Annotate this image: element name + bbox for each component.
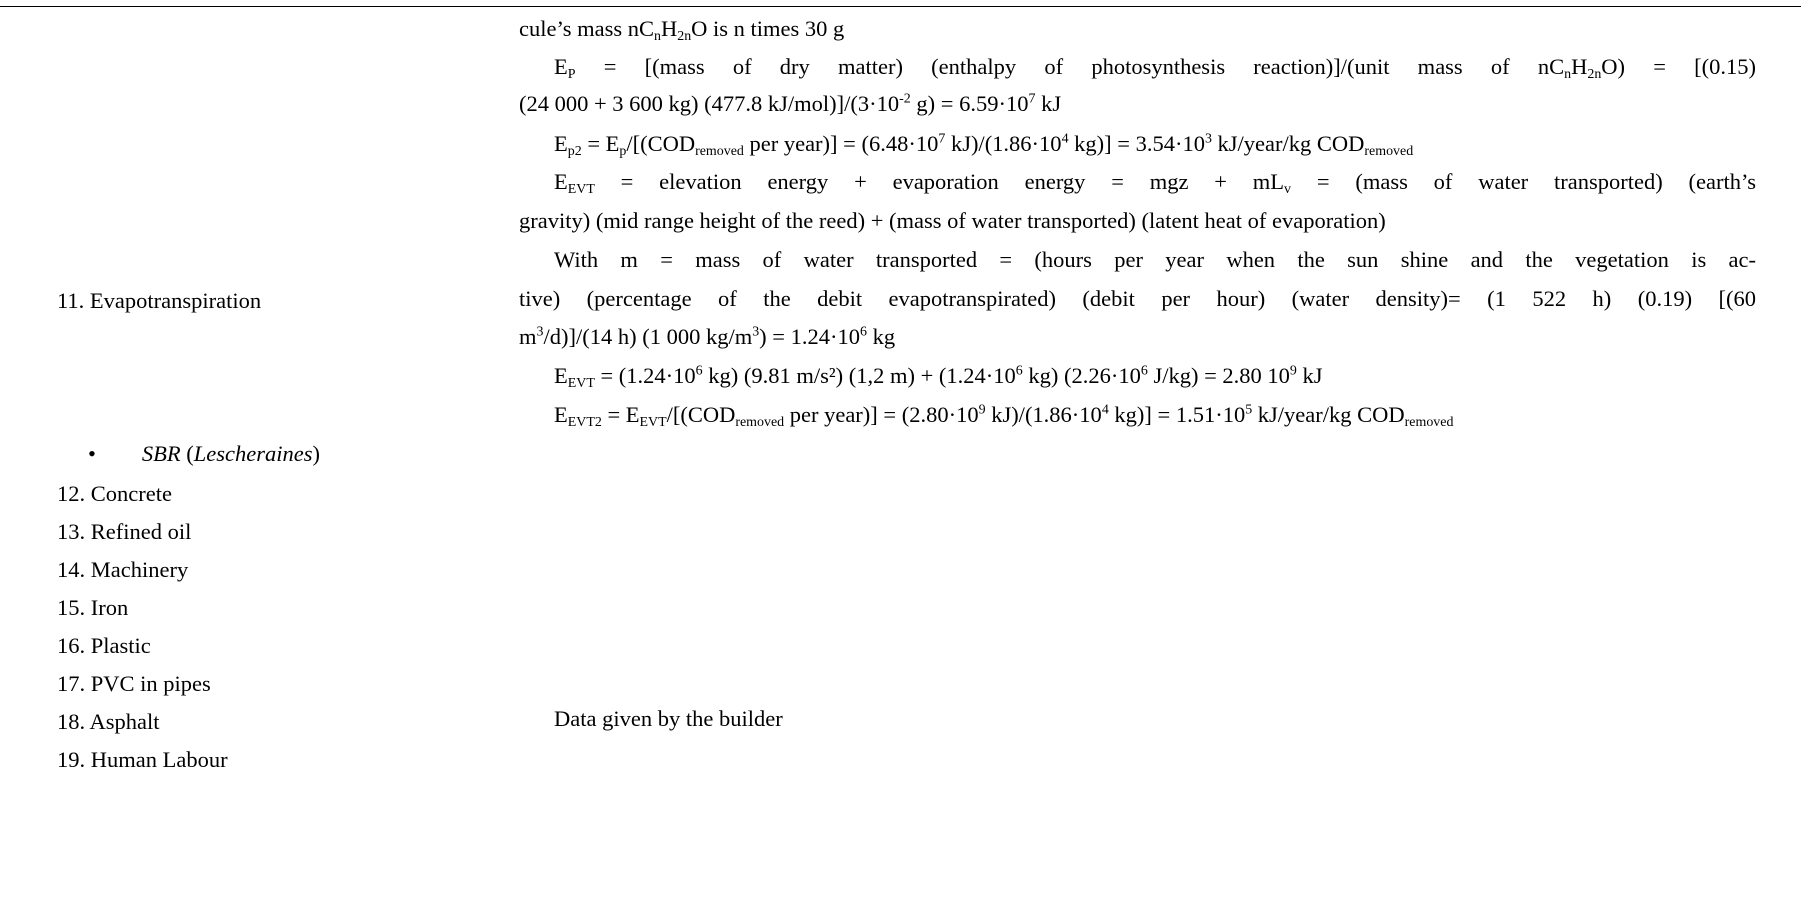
list-item: 17. PVC in pipes (57, 671, 211, 696)
list-item: 19. Human Labour (57, 747, 228, 772)
evt-calculation: $E_{EVT} = (1.24\cdot 10^6$ kg) (9.81 m/s²) (1,2 $m) + (1.24\cdot 10^6$ kg) ($2.26\cdot 10^6$ J/kg) = 2.80 $10^9$ kJ (554, 363, 1323, 391)
evt2-formula: $E_{EVT2} = E_{EVT}/[(COD_{removed}$ per year)] = ($2.80\cdot 10^9$ $kJ)/(1.86\cdot 10^4$ $kg)] = 1.51\cdot 10^5$ kJ/year/kg $COD_{removed}$ (554, 402, 1454, 430)
sbr-label: SBR (141, 441, 181, 466)
list-item: 13. Refined oil (57, 519, 192, 544)
ep2-formula: $E_{p2} = E_p/[(COD_{removed}$ per year)] = ($6.48\cdot 10^7$ $kJ)/(1.86\cdot 10^4$ $kg)] = 3.54\cdot 10^3$ kJ/year/kg $COD_{removed}$ (554, 131, 1414, 159)
molecule-mass-line: cule’s mass $nC_nH_{2n}O$ is n times 30 g (519, 16, 845, 44)
mass-definition-line1: With m = mass of water transported = (hours per year when the sun shine and the vegetation is ac- (554, 247, 1756, 272)
sbr-bullet-row: • SBR (Lescheraines) (88, 441, 320, 466)
table-top-rule (0, 6, 1801, 7)
list-item: 12. Concrete (57, 481, 172, 506)
list-item: 14. Machinery (57, 557, 189, 582)
evt-definition-line2: gravity) (mid range height of the reed) + (mass of water transported) (latent heat of evaporation) (519, 208, 1386, 233)
evt-definition-line1: $E_{EVT}$ = elevation energy + evaporation energy = mgz + $mL_v$ = (mass of water transported) (earth’s (554, 169, 1756, 197)
list-item: 16. Plastic (57, 633, 151, 658)
mass-definition-line2: tive) (percentage of the debit evapotranspirated) (debit per hour) (water density)= (1 522 h) (0.19) [(60 (519, 286, 1756, 311)
ep-formula-line2: (24 000 + 3 600 kg) (477.8 $kJ/mol)]/(3\cdot 10^{-2}$ $g) = 6.59\cdot 10^7$ kJ (519, 91, 1062, 116)
builder-data-note: Data given by the builder (554, 706, 783, 731)
bullet-icon: • (88, 441, 96, 466)
lescheraines-label: Lescheraines (193, 441, 313, 466)
item-11-evapotranspiration: 11. Evapotranspiration (57, 288, 262, 313)
mass-definition-line3: $m^3/d)]/(14$ h) (1 000 $kg/m^3) = 1.24\cdot 10^6$ kg (519, 324, 896, 349)
list-item: 18. Asphalt (57, 709, 160, 734)
ep-formula-line1: $E_P$ = [(mass of dry matter) (enthalpy of photosynthesis reaction)]/(unit mass of $nC_nH_{2n}O) = [(0.15)$ (554, 54, 1756, 82)
list-item: 15. Iron (57, 595, 129, 620)
